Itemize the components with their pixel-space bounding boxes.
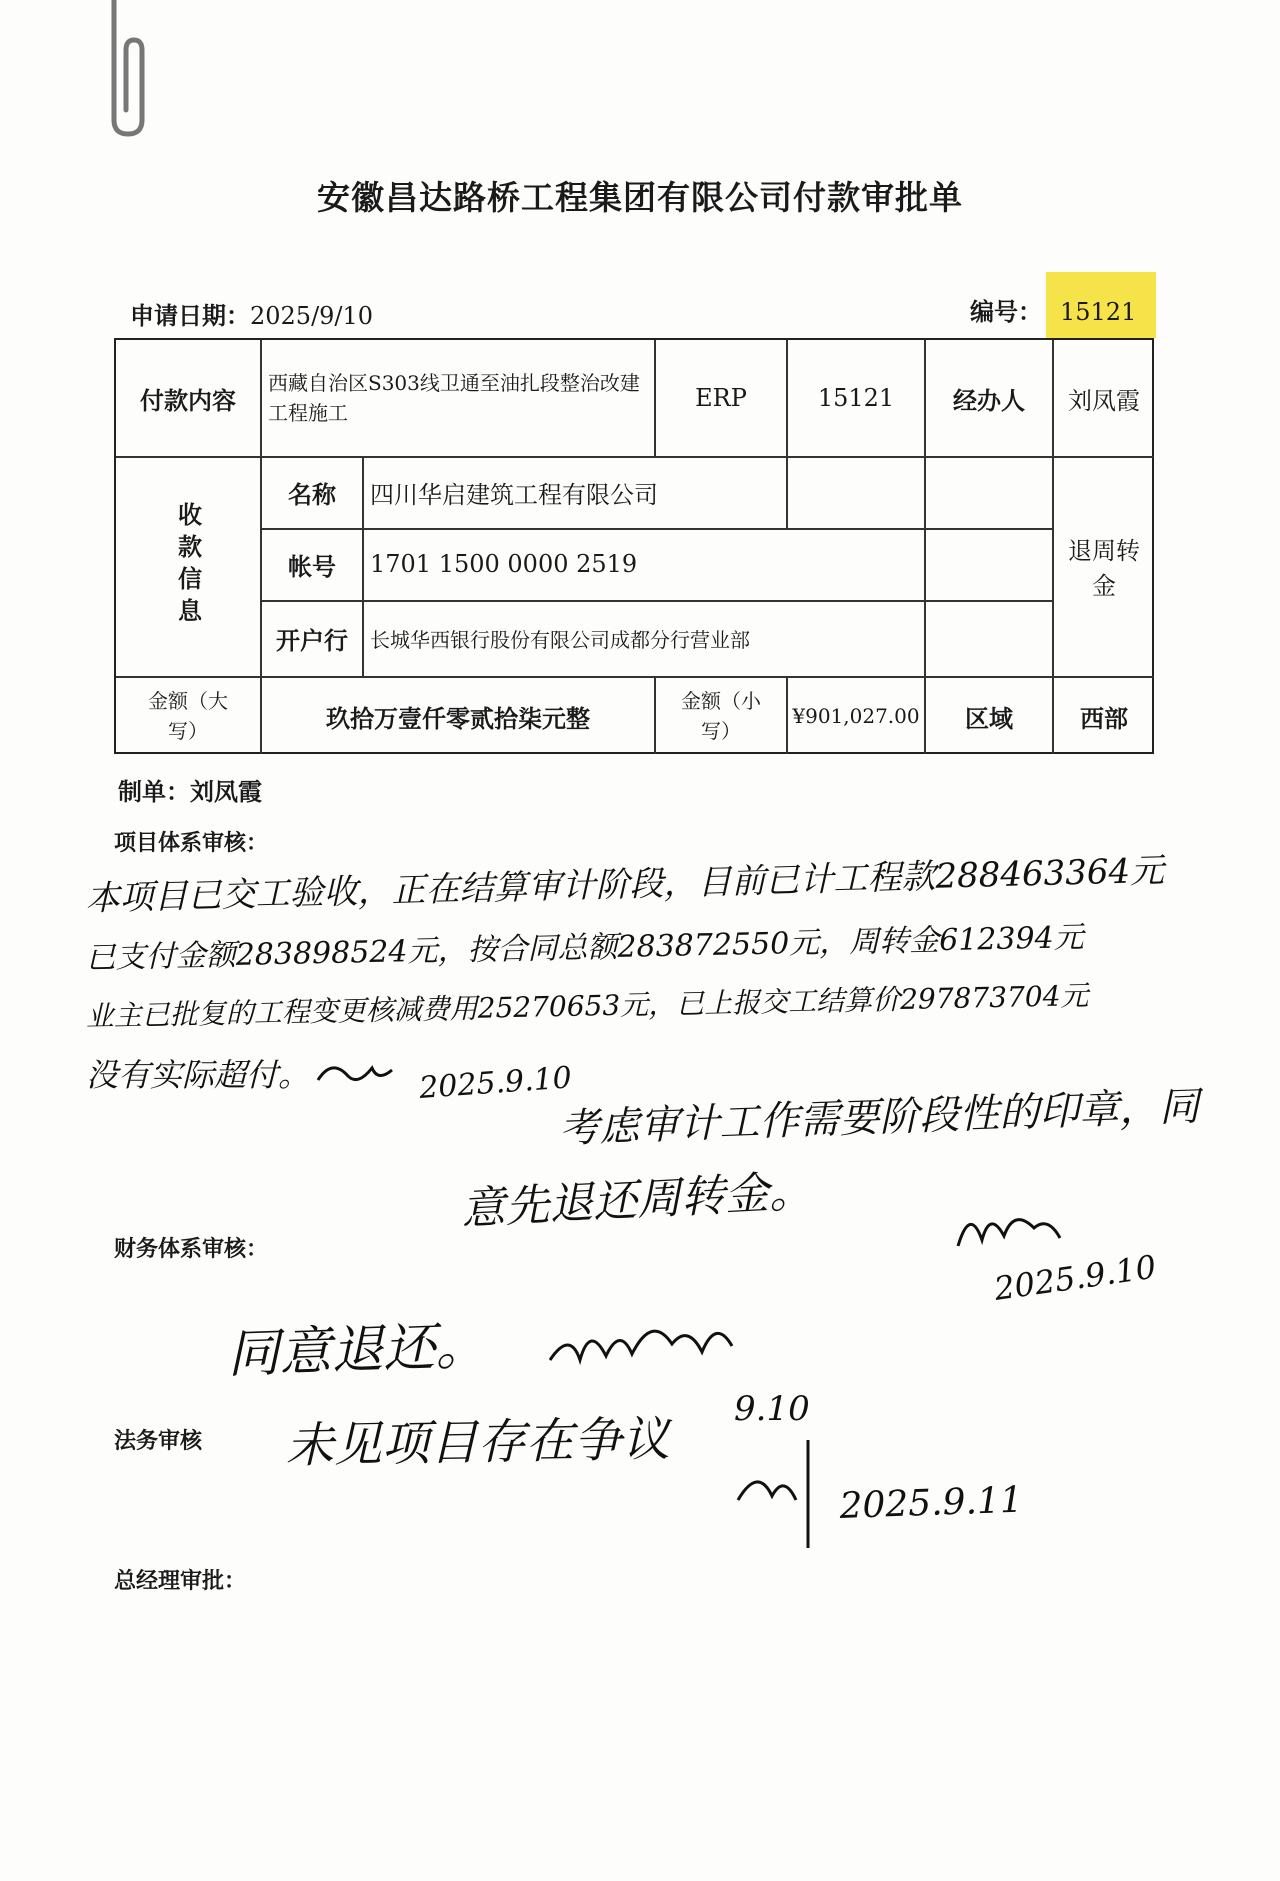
erp-label: ERP	[695, 384, 747, 412]
project-signature	[318, 1068, 392, 1080]
finance-approve-comment: 同意退还。	[226, 1315, 489, 1385]
payment-content-value: 西藏自治区S303线卫通至油扎段整治改建工程施工	[268, 371, 640, 425]
region-value: 西部	[1080, 704, 1128, 733]
amount-upper-label: 金额（大写）	[148, 689, 228, 743]
finance-approve-date: 9.10	[734, 1389, 810, 1429]
project-comment-line-2: 已支付金额283898524元，按合同总额283872550元，周转金612394元	[85, 920, 1085, 976]
region-label: 区域	[965, 704, 1013, 733]
payee-bank-value: 长城华西银行股份有限公司成都分行营业部	[370, 627, 750, 652]
payee-name-label: 名称	[288, 480, 336, 509]
amount-lower-value: ¥901,027.00	[792, 704, 920, 728]
legal-review-label: 法务审核	[114, 1429, 203, 1454]
finance-comment-line-1: 考虑审计工作需要阶段性的印章，同	[558, 1083, 1200, 1152]
handler-value: 刘凤霞	[1068, 386, 1140, 415]
legal-signature	[738, 1440, 808, 1548]
gm-approval-label: 总经理审批：	[114, 1569, 247, 1594]
project-review-label: 项目体系审核：	[114, 831, 269, 856]
finance-comment-line-2: 意先退还周转金。	[459, 1165, 815, 1235]
payee-note: 退周转金	[1068, 537, 1140, 600]
project-comment-line-1: 本项目已交工验收，正在结算审计阶段，目前已计工程款288463364元	[85, 850, 1165, 919]
payee-account-label: 帐号	[288, 552, 336, 581]
payee-section-label: 收款信息	[173, 502, 202, 630]
erp-value: 15121	[817, 384, 895, 412]
apply-date-value: 2025/9/10	[250, 302, 374, 330]
finance-review-label: 财务体系审核：	[114, 1237, 269, 1262]
form-maker: 制单：刘凤霞	[118, 778, 262, 806]
amount-lower-label: 金额（小写）	[681, 689, 761, 743]
finance-approver-signature	[550, 1331, 732, 1360]
project-comment-line-4: 没有实际超付。	[86, 1056, 311, 1094]
legal-comment: 未见项目存在争议	[285, 1411, 671, 1474]
project-comment-line-3: 业主已批复的工程变更核减费用25270653元，已上报交工结算价297873704元	[85, 979, 1089, 1033]
apply-date-label: 申请日期：	[130, 302, 250, 330]
project-sign-date: 2025.9.10	[418, 1060, 573, 1106]
payee-account-value: 1701 1500 0000 2519	[370, 550, 638, 578]
form-number-value: 15121	[1060, 298, 1137, 326]
legal-sign-date: 2025.9.11	[838, 1479, 1024, 1527]
form-number-label: 编号：	[970, 298, 1042, 326]
payee-name-value: 四川华启建筑工程有限公司	[370, 480, 658, 509]
payee-bank-label: 开户行	[276, 626, 348, 655]
finance-signature	[958, 1220, 1060, 1246]
handler-label: 经办人	[953, 386, 1025, 415]
amount-upper-value: 玖拾万壹仟零贰拾柒元整	[326, 704, 590, 733]
form-title: 安徽昌达路桥工程集团有限公司付款审批单	[317, 178, 963, 217]
payment-content-label: 付款内容	[140, 386, 236, 415]
finance-sign-date: 2025.9.10	[991, 1247, 1159, 1308]
